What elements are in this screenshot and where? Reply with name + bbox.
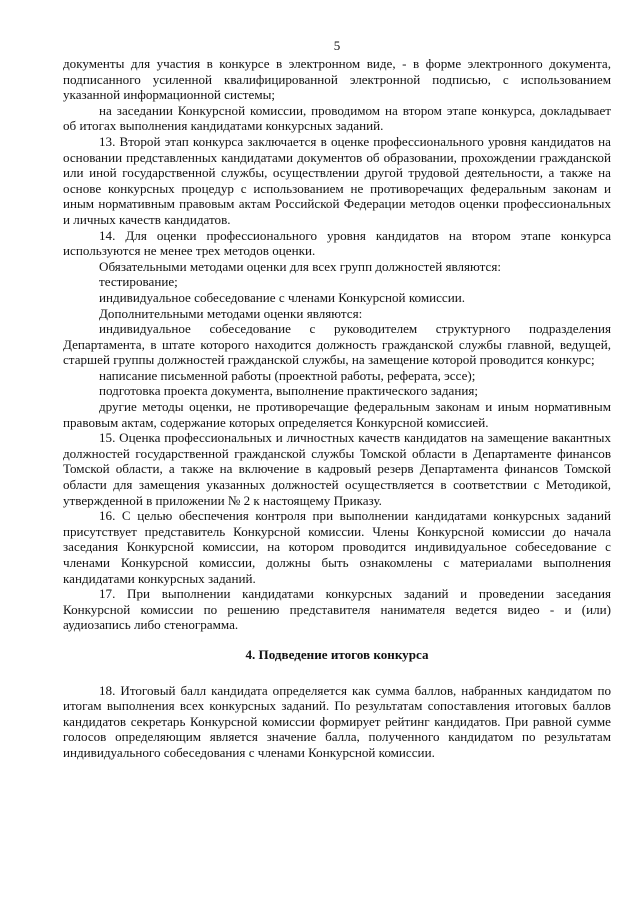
paragraph-item-15: 15. Оценка профессиональных и личностных качеств кандидатов на замещение вакантных должностей государственной гражданской службы Томской области в Департаменте финансов Томской области, а также на включение в кадровый резерв Департамента финансов Томской области для замещения указанных должностей осуществляется в соответствии с Методикой, утвержденной в приложении № 2 к настоящему Приказу. — [63, 430, 611, 508]
paragraph: Дополнительными методами оценки являются: — [99, 305, 363, 321]
page-number: 5 — [333, 38, 341, 53]
list-item: написание письменной работы (проектной работы, реферата, эссе); — [99, 367, 476, 383]
paragraph: на заседании Конкурсной комиссии, проводимом на втором этапе конкурса, докладывает об итогах выполнения кандидатами конкурсных заданий. — [63, 102, 611, 134]
list-item: другие методы оценки, не противоречащие федеральным законам и иным нормативным правовым актам, содержание которых определяется Конкурсной комиссией. — [63, 399, 611, 430]
paragraph-item-17: 17. При выполнении кандидатами конкурсных заданий и проведении заседания Конкурсной комиссии по решению представителя нанимателя ведется видео - и (или) аудиозапись либо стенограмма. — [63, 586, 611, 633]
body-text-bottom — [63, 683, 611, 761]
paragraph-item-14: 14. Для оценки профессионального уровня кандидатов на втором этапе конкурса используются не менее трех методов оценки. — [63, 227, 611, 259]
paragraph-item-18: 18. Итоговый балл кандидата определяется как сумма баллов, набранных кандидатом по итогам выполнения всех конкурсных заданий. По результатам сопоставления итоговых баллов кандидатов секретарь Конкурсной комиссии формирует рейтинг кандидатов. При равной сумме голосов определяющим является значение балла, полученного кандидатом по результатам индивидуального собеседования с членами Конкурсной комиссии. — [63, 682, 611, 760]
list-item: индивидуальное собеседование с членами Конкурсной комиссии. — [99, 289, 466, 305]
list-item: подготовка проекта документа, выполнение практического задания; — [99, 383, 478, 399]
paragraph-item-13: 13. Второй этап конкурса заключается в оценке профессионального уровня кандидатов на основании представленных кандидатами документов об образовании, прохождении гражданской или иной государственной службы, осуществлении другой трудовой деятельности, а также на основе конкурсных процедур с использованием не противоречащих федеральным законам и иным нормативным правовым актам Российской Федерации методов оценки профессиональных и личных качеств кандидатов. — [63, 133, 611, 227]
section-heading: 4. Подведение итогов конкурса — [245, 646, 429, 662]
paragraph: Обязательными методами оценки для всех групп должностей являются: — [99, 258, 502, 274]
body-text-top — [63, 56, 611, 633]
paragraph: документы для участия в конкурсе в электронном виде, - в форме электронного документа, подписанного усиленной квалифицированной электронной подписью, с использованием указанной информационной системы; — [63, 56, 611, 103]
list-item: индивидуальное собеседование с руководителем структурного подразделения Департамента, в штате которого находится должность гражданской службы главной, ведущей, старшей группы должностей гражданской службы, на замещение которой проводится конкурс; — [63, 321, 611, 368]
document-page — [63, 38, 611, 761]
list-item: тестирование; — [99, 274, 178, 290]
paragraph-item-16: 16. С целью обеспечения контроля при выполнении кандидатами конкурсных заданий присутствует представитель Конкурсной комиссии. Члены Конкурсной комиссии до начала заседания Конкурсной комиссии, на котором проводится индивидуальное собеседование с членами Конкурсной комиссии, должны быть ознакомлены с материалами выполнения кандидатами конкурсных заданий. — [63, 508, 611, 586]
